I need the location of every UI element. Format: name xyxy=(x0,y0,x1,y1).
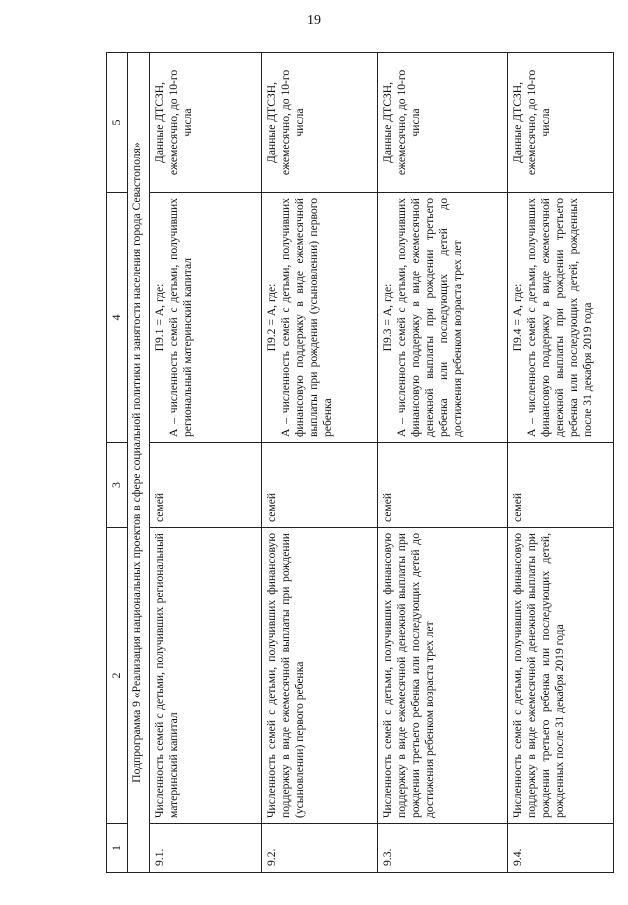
unit-cell: семей xyxy=(378,443,508,528)
indicator-name: Численность семей с детьми, получивших региональный материнский капитал xyxy=(150,528,262,824)
column-header: 4 xyxy=(107,193,128,443)
formula-cell xyxy=(378,193,508,443)
data-source: Данные ДТСЗН, ежемесячно, до 10-го числа xyxy=(378,53,508,193)
formula-definition: А – численность семей с детьми, получивших региональный материнский капитал xyxy=(167,198,194,437)
column-header: 2 xyxy=(107,528,128,824)
data-source: Данные ДТСЗН, ежемесячно, до 10-го числа xyxy=(508,53,614,193)
indicator-name: Численность семей с детьми, получивших финансовую поддержку в виде ежемесячной денежной выплаты при рождении третьего ребенка или последующих детей до достижения ребенком возраста трех лет xyxy=(378,528,508,824)
formula-cell xyxy=(508,193,614,443)
table-row xyxy=(262,53,378,873)
data-source: Данные ДТСЗН, ежемесячно, до 10-го числа xyxy=(262,53,378,193)
unit-cell: семей xyxy=(262,443,378,528)
formula-definition: А – численность семей с детьми, получивших финансовую поддержку в виде ежемесячной денежной выплаты при рождении третьего ребенка или последующих детей до достижения ребенком возраста трех лет xyxy=(395,198,464,437)
unit-cell: семей xyxy=(150,443,262,528)
row-number: 9.4. xyxy=(508,824,614,873)
row-number: 9.2. xyxy=(262,824,378,873)
formula: П9.1 = А, где: xyxy=(153,283,166,352)
formula-cell xyxy=(262,193,378,443)
column-header: 3 xyxy=(107,443,128,528)
page-number: 19 xyxy=(307,13,321,28)
column-header: 1 xyxy=(107,824,128,873)
formula: П9.2 = А, где: xyxy=(265,283,278,352)
table-row xyxy=(508,53,614,873)
rotated-table-wrapper xyxy=(106,53,614,873)
formula-definition: А – численность семей с детьми, получивших финансовую поддержку в виде ежемесячной выплаты при рождении (усыновлении) первого ребенка xyxy=(279,198,334,437)
subprogram-row xyxy=(128,53,150,873)
indicator-name: Численность семей с детьми, получивших финансовую поддержку в виде ежемесячной денежной выплаты при рождении третьего ребенка или последующих детей, рожденных после 31 декабря 2019 года xyxy=(508,528,614,824)
table-row xyxy=(150,53,262,873)
row-number: 9.1. xyxy=(150,824,262,873)
table-row xyxy=(378,53,508,873)
data-source: Данные ДТСЗН, ежемесячно, до 10-го числа xyxy=(150,53,262,193)
formula: П9.4 = А, где: xyxy=(511,283,524,352)
header-row xyxy=(107,53,128,873)
column-header: 5 xyxy=(107,53,128,193)
formula: П9.3 = А, где: xyxy=(381,283,394,352)
formula-cell xyxy=(150,193,262,443)
row-number: 9.3. xyxy=(378,824,508,873)
subprogram-title: Подпрограмма 9 «Реализация национальных проектов в сфере социальной политики и занятости населения города Севастополя» xyxy=(128,53,150,873)
formula-definition: А – численность семей с детьми, получивших финансовую поддержку в виде ежемесячной денежной выплаты при рождении третьего ребенка или последующих детей, рожденных после 31 декабря 2019 года xyxy=(525,198,594,437)
indicator-name: Численность семей с детьми, получивших финансовую поддержку в виде ежемесячной выплаты при рождении (усыновлении) первого ребенка xyxy=(262,528,378,824)
unit-cell: семей xyxy=(508,443,614,528)
indicators-table xyxy=(106,52,614,873)
